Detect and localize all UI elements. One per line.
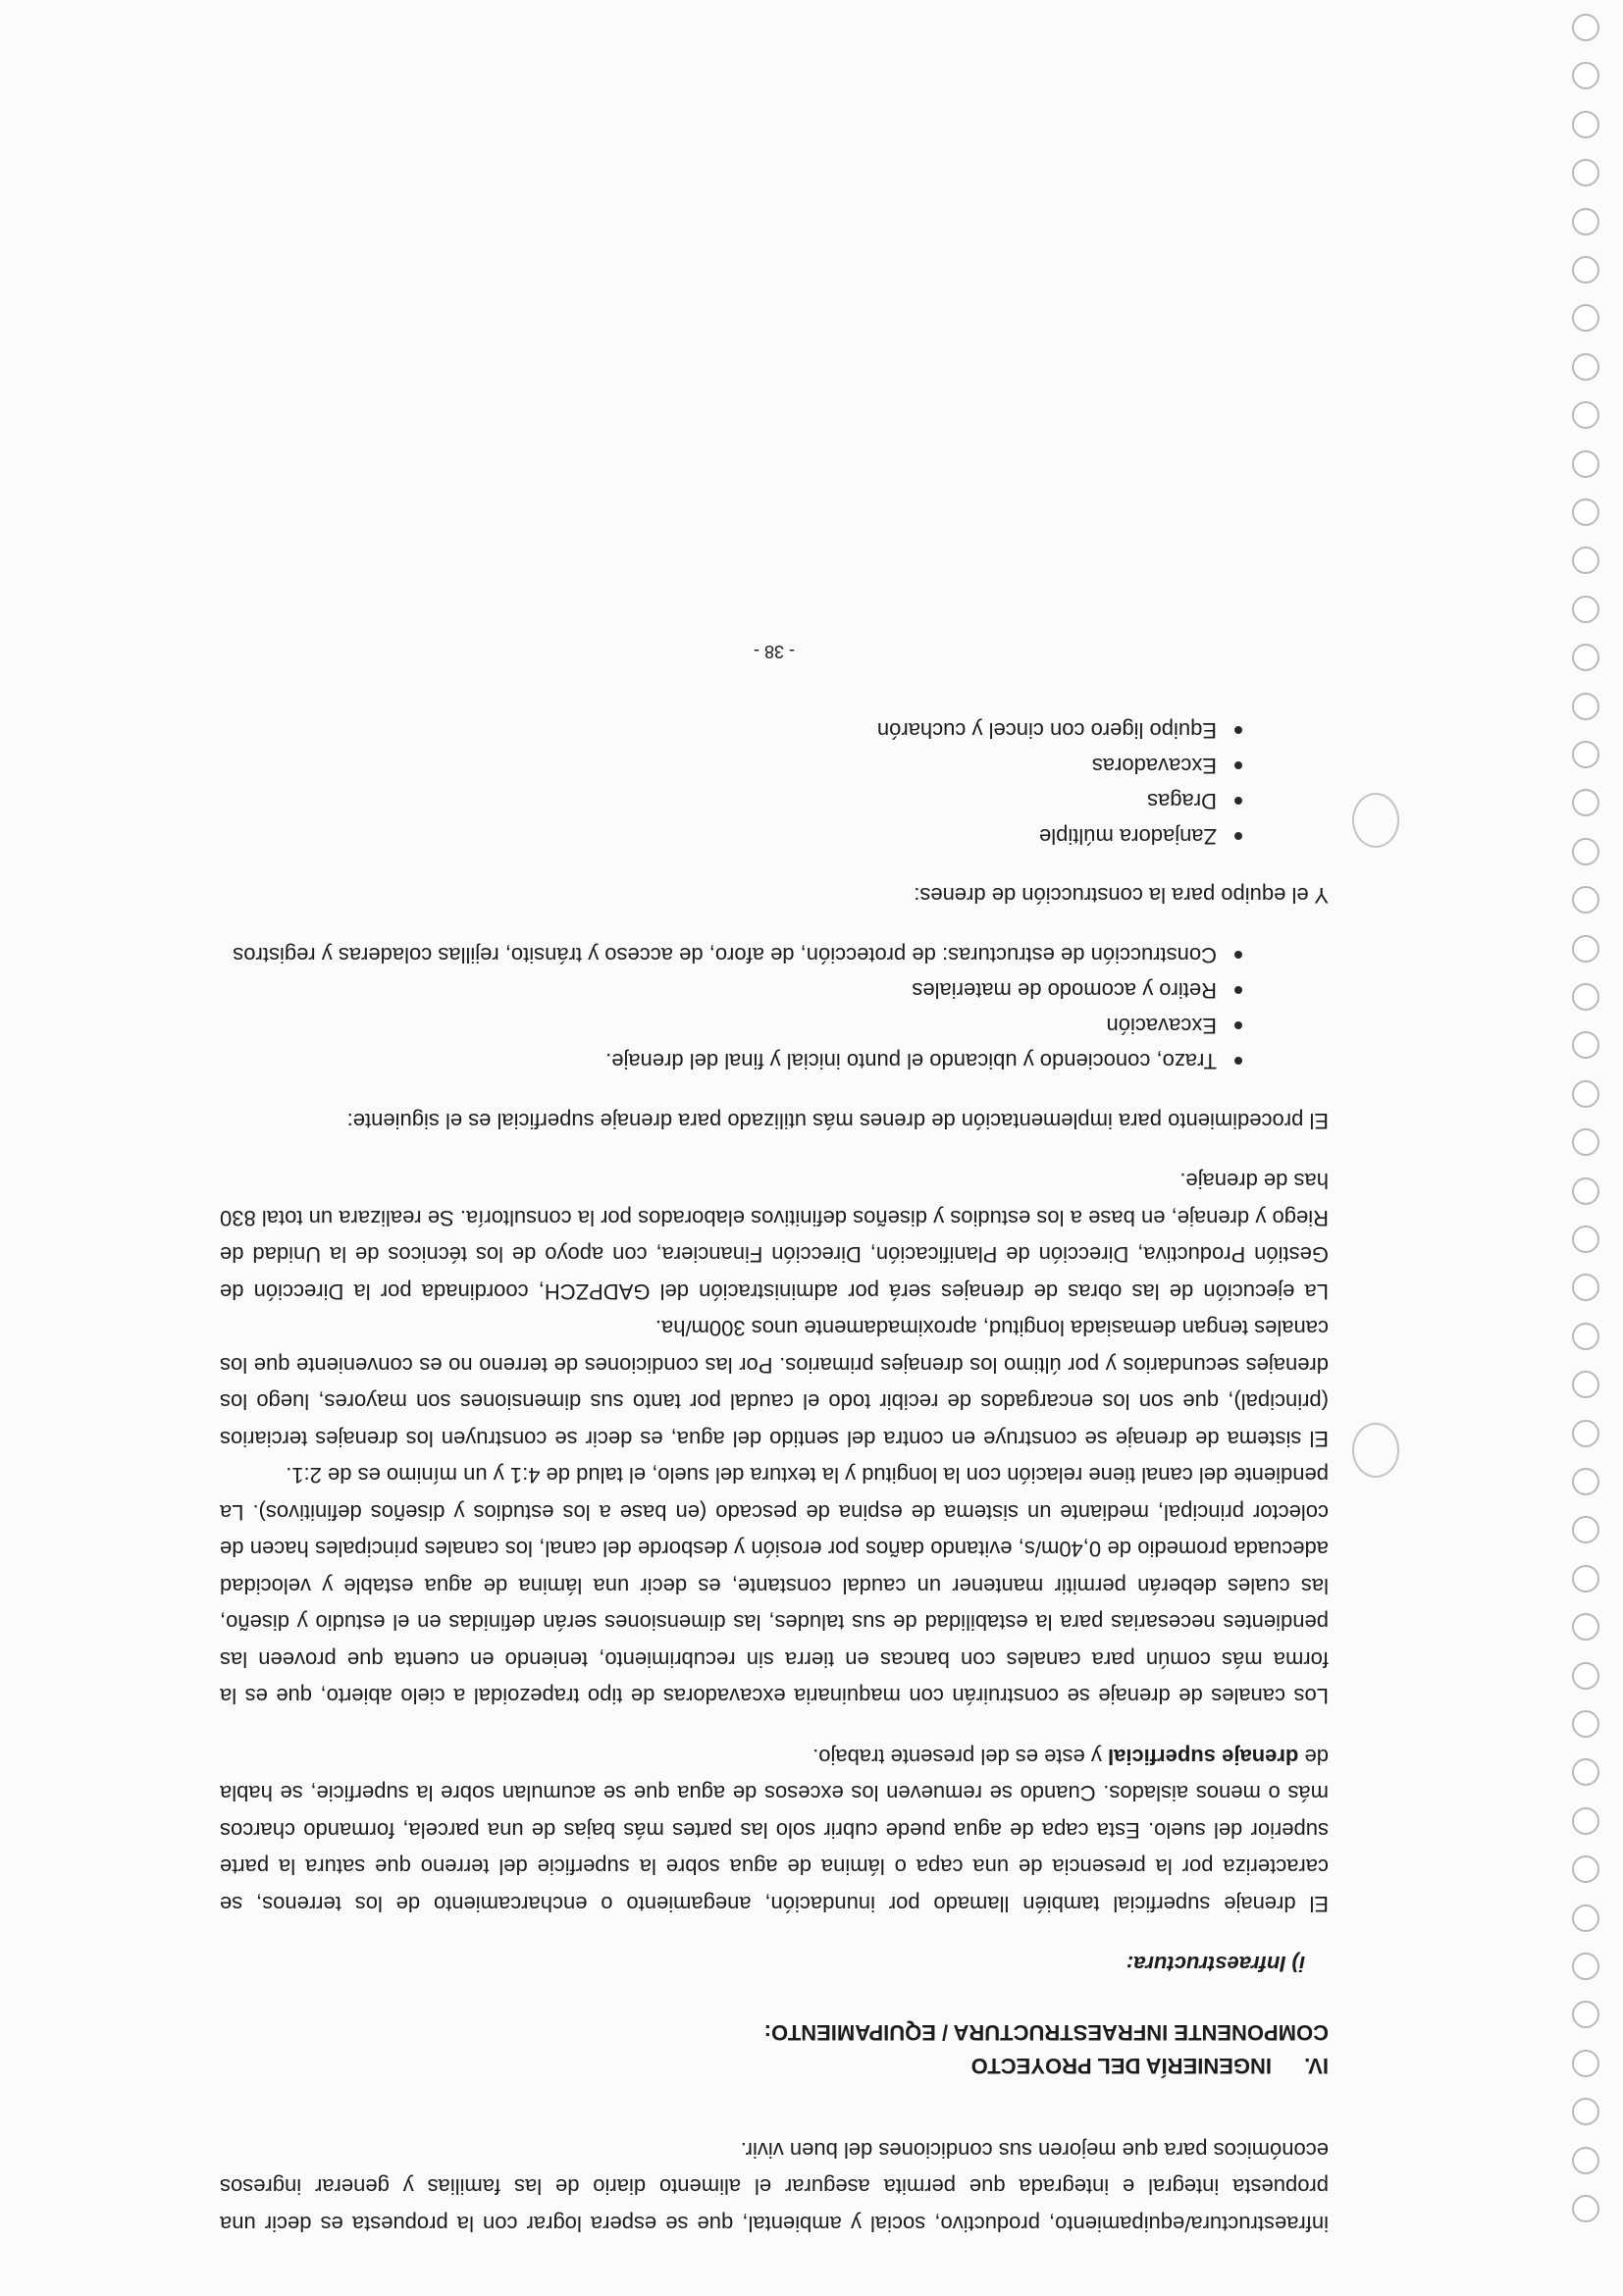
equipment-intro: Y el equipo para la construcción de drenes: bbox=[914, 883, 1329, 909]
list-item: Zanjadora múltiple bbox=[220, 818, 1242, 854]
list-item: Dragas bbox=[220, 783, 1242, 818]
list-item: Excavadoras bbox=[220, 748, 1242, 783]
section-heading bbox=[220, 2050, 1329, 2083]
list-item: Excavación bbox=[220, 1009, 1242, 1044]
section-number: IV. bbox=[1304, 2054, 1329, 2079]
paragraph-surface-drainage bbox=[220, 1739, 1329, 1923]
subsection-heading: i) Infraestructura: bbox=[1126, 1952, 1305, 1977]
procedure-intro: El procedimiento para implementación de drenes más utilizado para drenaje superficial es el siguiente: bbox=[346, 1109, 1329, 1133]
list-item: Retiro y acomodo de materiales bbox=[220, 973, 1242, 1009]
surface-drainage-term: drenaje superficial bbox=[1107, 1745, 1299, 1769]
list-item: Trazo, conociendo y ubicando el punto inicial y final del drenaje. bbox=[220, 1044, 1242, 1079]
paragraph-drainage-system: El sistema de drenaje se construye en contra del sentido del agua, es decir se construyen los drenajes terciarios (principal), que son los encargados de recibir todo el caudal por tanto sus dimensiones son mayores, luego los drenajes secundarios y por último los drenajes primarios. Por las condiciones de terreno no es conveniente que los canales tengan demasiada longitud, aproximadamente unos 300m/ha. bbox=[220, 1316, 1329, 1451]
section-title: INGENIERÍA DEL PROYECTO bbox=[970, 2054, 1272, 2079]
intro-paragraph: infraestructura/equipamiento, productivo, social y ambiental, que se espera lograr con la propuesta es decir una propuesta integral e integrada que permita asegurar el alimento diario de las familias y generar ingresos económicos para que mejoren sus condiciones del buen vivir. bbox=[220, 2138, 1329, 2236]
component-heading: COMPONENTE INFRAESTRUCTURA / EQUIPAMIENTO: bbox=[763, 2020, 1329, 2046]
paragraph-surface-drainage-text: El drenaje superficial también llamado por inundación, anegamiento o encharcamiento de los terrenos, se caracteriza por la presencia de una capa o lámina de agua sobre la superficie del terreno que satura la parte superior del suelo. Esta capa de agua puede cubrir solo las partes más bajas de una parcela, formando charcos más o menos aislados. Cuando se remueven los excesos de agua que se acumulan sobre la superficie, se habla de bbox=[220, 1745, 1329, 1916]
equipment-list bbox=[220, 712, 1329, 854]
page-number: - 38 - bbox=[754, 642, 796, 661]
list-item: Construcción de estructuras: de protección, de aforo, de acceso y tránsito, rejillas coladeras y registros bbox=[220, 938, 1242, 973]
list-item: Equipo ligero con cincel y cucharón bbox=[220, 712, 1242, 748]
paragraph-surface-drainage-tail: y este es del presente trabajo. bbox=[812, 1745, 1102, 1769]
paragraph-channels: Los canales de drenaje se construirán con maquinaria excavadoras de tipo trapezoidal a cielo abierto, que es la forma más común para canales con bancas en tierra sin recubrimiento, teniendo en cuenta que proveen las pendientes necesarias para la estabilidad de sus taludes, las dimensiones serán definidas en el estudio y diseño, las cuales deberán permitir mantener un caudal constante, es decir una lámina de agua estable y velocidad adecuada promedio de 0,40m/s, evitando daños por erosión y desborde del canal, los canales principales hacen de colector principal, mediante un sistema de espina de pescado (en base a los estudios y diseños definitivos). La pendiente del canal tiene relación con la longitud y la textura del suelo, el talud de 4:1 y un mínimo es de 2:1. bbox=[220, 1463, 1329, 1709]
document-body bbox=[220, 633, 1329, 2243]
procedure-list bbox=[220, 938, 1329, 1079]
paragraph-execution: La ejecución de las obras de drenajes será por administración del GADPZCH, coordinada por la Dirección de Gestión Productiva, Dirección de Planificación, Dirección Financiera, con apoyo de los técnicos de la Unidad de Riego y drenaje, en base a los estudios y diseños definitivos elaborados por la consultoría. Se realizara un total 830 has de drenaje. bbox=[220, 1169, 1329, 1304]
